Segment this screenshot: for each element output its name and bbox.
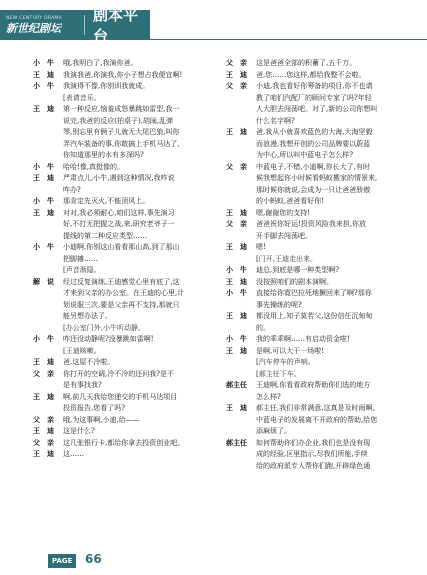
- speaker-name: 郝主任: [226, 381, 247, 389]
- speaker-name: 王 迪: [226, 208, 247, 217]
- speaker-name: [226, 150, 256, 162]
- line-text: 什么名字啊?: [256, 116, 295, 125]
- speaker-name: [226, 392, 256, 404]
- line-text: 你打开的空调,冷不冷的还问我?是不: [63, 369, 174, 378]
- speaker-name: [33, 288, 63, 300]
- stage-direction: [226, 254, 406, 266]
- line-text: [表请音乐。: [63, 93, 101, 102]
- dialogue-line: [33, 208, 213, 220]
- dialogue-continuation: [33, 403, 213, 415]
- dialogue-continuation: [226, 139, 406, 151]
- speaker-name: 小 牛: [226, 289, 247, 297]
- line-text: 的。: [256, 323, 270, 332]
- page-number: 66: [85, 552, 102, 566]
- dialogue-continuation: [226, 104, 406, 116]
- stage-direction: [226, 369, 406, 381]
- dialogue-line: [33, 104, 213, 116]
- speaker-name: [226, 449, 256, 461]
- line-text: 人大胆去闯荡吧。对了,新的公司你想叫: [256, 105, 378, 113]
- line-text: 经过反复演练,王迪感觉心里有底了,这: [63, 277, 180, 286]
- line-text: 这几张银行卡,都给你拿去投资创业吧。: [63, 438, 185, 447]
- line-text: 教了咱们汽配厂的顾问专家了吗?年轻: [256, 93, 372, 102]
- line-text: 直接给你霓巴拉死地撅回来了啊?那你: [256, 289, 372, 297]
- speaker-name: [33, 127, 63, 139]
- dialogue-line: [33, 173, 213, 185]
- dialogue-line: [33, 58, 213, 70]
- speaker-name: 王 迪: [226, 277, 247, 286]
- line-text: 好,不打无把握之战,来,研究老爷子一: [63, 220, 175, 228]
- speaker-name: 王 迪: [33, 208, 54, 217]
- dialogue-continuation: [226, 323, 406, 335]
- line-text: 对对,我必须耐心,咱们这样,事先演习: [63, 208, 175, 217]
- stage-direction: [33, 323, 213, 335]
- line-text: 我演我爸,你演我,你小子想占我便宜啊!: [63, 70, 183, 79]
- dialogue-line: [226, 58, 406, 70]
- speaker-name: 小 牛: [226, 266, 247, 274]
- line-text: 小迪啊,你别这山看看那山高,到了那山: [63, 243, 180, 251]
- speaker-name: 小 牛: [33, 335, 54, 343]
- speaker-name: [33, 265, 63, 277]
- speaker-name: [226, 426, 256, 438]
- line-text: [汽车停车的声响。: [256, 358, 315, 366]
- line-text: 爸,您……您这样,都给我整不会啦。: [256, 70, 366, 79]
- line-text: 中蓝电子,不错,小迪啊,你长大了,有时: [256, 162, 370, 171]
- speaker-name: 王 迪: [33, 105, 54, 113]
- speaker-name: [33, 254, 63, 266]
- speaker-name: 王 迪: [226, 70, 247, 79]
- dialogue-line: [226, 162, 406, 174]
- line-text: 没按照咱们的剧本演啊。: [256, 277, 333, 286]
- speaker-name: 父 亲: [226, 59, 247, 67]
- line-text: 这是什么?: [63, 427, 95, 435]
- line-text: 第一种反应,恼羞成怒暴跳如雷型,我一: [63, 105, 180, 113]
- speaker-name: 王 迪: [226, 346, 247, 355]
- logo-english: NEW CENTURY DRAMA: [6, 15, 63, 21]
- speaker-name: 王 迪: [33, 427, 54, 435]
- script-column-left: [33, 58, 213, 461]
- dialogue-continuation: [226, 300, 406, 312]
- speaker-name: 父 亲: [33, 369, 54, 378]
- speaker-name: 小 牛: [33, 197, 54, 205]
- line-text: 我演得不像,你别训我就成。: [63, 82, 150, 90]
- line-text: 说完,我爸的反应(拍桌子),胡闹,乱弹: [63, 116, 174, 125]
- line-text: 咋还没动静呢?没暴跳如雷啊!: [63, 335, 154, 343]
- speaker-name: 王 迪: [226, 404, 247, 412]
- line-text: 王迪啊,你看看政府帮助你们选的地方: [256, 381, 371, 389]
- line-text: 爸,我从小就喜欢蓝色的大海,大海坚毅: [256, 128, 373, 136]
- dialogue-continuation: [33, 254, 213, 266]
- script-column-right: [226, 58, 406, 472]
- speaker-name: [33, 185, 63, 197]
- speaker-name: 小 牛: [33, 82, 54, 90]
- dialogue-line: [33, 81, 213, 93]
- page-footer: [0, 548, 427, 575]
- speaker-name: [33, 403, 63, 415]
- section-title: 剧本平台: [92, 6, 138, 45]
- dialogue-line: [226, 403, 406, 415]
- line-text: 候我想起你小时候看蚂蚁搬家的情景来,: [256, 174, 378, 182]
- line-text: 都没用上,知子莫若父,这份信任沉甸甸: [256, 312, 373, 320]
- line-text: 事先操练的呢?: [256, 300, 302, 309]
- line-text: 成的经验,区里指示,尽我们所能,手续: [256, 450, 368, 458]
- line-text: 给的政府派专人帮你们跑,开辟绿色通: [256, 461, 371, 470]
- dialogue-line: [226, 127, 406, 139]
- dialogue-continuation: [226, 231, 406, 243]
- speaker-name: [226, 300, 256, 312]
- speaker-name: 王 迪: [226, 243, 247, 251]
- speaker-name: [33, 139, 63, 151]
- line-text: 这……: [63, 450, 84, 458]
- header-rule: [150, 39, 427, 40]
- line-text: [声音渐隐。: [63, 266, 101, 274]
- speaker-name: 父 亲: [226, 82, 247, 90]
- line-text: 那时候你就说,会成为一只让爸爸骄傲: [256, 185, 371, 194]
- dialogue-line: [33, 242, 213, 254]
- dialogue-continuation: [226, 150, 406, 162]
- line-text: 嗯,谢谢您的支持!: [256, 208, 311, 217]
- speaker-name: [33, 300, 63, 312]
- dialogue-line: [226, 219, 406, 231]
- dialogue-continuation: [226, 392, 406, 404]
- line-text: 郝主任,我们非常满意,这真是及时雨啊。: [256, 404, 380, 412]
- dialogue-line: [33, 196, 213, 208]
- speaker-name: [226, 139, 256, 151]
- dialogue-continuation: [226, 173, 406, 185]
- line-text: 是啊,可以大干一场啦!: [256, 346, 325, 355]
- line-text: 如何帮助你们办企业,我们也是没有现: [256, 438, 371, 447]
- dialogue-continuation: [226, 449, 406, 461]
- dialogue-line: [226, 265, 406, 277]
- speaker-name: [226, 196, 256, 208]
- dialogue-line: [226, 277, 406, 289]
- line-text: 添麻烦了。: [256, 427, 291, 435]
- line-text: 我的乖乖啊……有启动资金啦!: [256, 335, 350, 343]
- speaker-name: 王 迪: [33, 392, 54, 401]
- speaker-name: 郝主任: [226, 438, 247, 447]
- dialogue-continuation: [33, 127, 213, 139]
- line-text: 投资报告,您看了吗?: [63, 404, 125, 412]
- dialogue-line: [33, 334, 213, 346]
- logo-chinese: 新世纪剧坛: [6, 21, 61, 35]
- line-text: 啊,前几天我给您递交的手机马达项目: [63, 392, 178, 401]
- dialogue-line: [226, 288, 406, 300]
- dialogue-line: [226, 438, 406, 450]
- dialogue-line: [33, 449, 213, 461]
- speaker-name: 父 亲: [33, 438, 54, 447]
- speaker-name: [33, 311, 63, 323]
- dialogue-continuation: [226, 196, 406, 208]
- line-text: 弄汽车装备的事,你敢搞上手机马达了,: [63, 139, 180, 148]
- line-text: 嗯!: [256, 243, 266, 251]
- speaker-name: [226, 323, 256, 335]
- dialogue-line: [33, 70, 213, 82]
- speaker-name: [33, 346, 63, 358]
- dialogue-continuation: [33, 380, 213, 392]
- speaker-name: 父 亲: [226, 220, 247, 228]
- magazine-logo: [0, 10, 84, 40]
- line-text: [办公室门外,小牛听动静。: [63, 323, 145, 332]
- speaker-name: 王 迪: [33, 174, 54, 182]
- speaker-name: 父 亲: [33, 415, 54, 424]
- speaker-name: 小 牛: [226, 335, 247, 343]
- speaker-name: [33, 93, 63, 105]
- line-text: 能另想办法了。: [63, 312, 112, 320]
- speaker-name: [226, 254, 256, 266]
- dialogue-line: [226, 311, 406, 323]
- speaker-name: [33, 219, 63, 231]
- speaker-name: [226, 369, 256, 381]
- line-text: 中蓝电子的发展离不开政府的帮助,给您: [256, 415, 378, 424]
- line-text: 咋办?: [63, 185, 81, 194]
- dialogue-line: [226, 70, 406, 82]
- dialogue-line: [33, 438, 213, 450]
- dialogue-continuation: [33, 219, 213, 231]
- line-text: [郝主任下车。: [256, 369, 301, 378]
- line-text: 那肯定先灭火,不能顶风上。: [63, 197, 150, 205]
- line-text: 你知道那里的水有多深吗?: [63, 151, 144, 159]
- dialogue-continuation: [226, 93, 406, 105]
- speaker-name: 解 说: [33, 277, 54, 286]
- line-text: 提线的第二种反应类型……: [63, 231, 147, 240]
- dialogue-continuation: [226, 426, 406, 438]
- speaker-name: [226, 173, 256, 185]
- speaker-name: [33, 323, 63, 335]
- line-text: 划说服三次,要是父亲再不支持,那就只: [63, 300, 180, 309]
- line-text: 严肃点儿,小牛,遇到这种情况,我咋说: [63, 174, 175, 182]
- speaker-name: [226, 231, 256, 243]
- dialogue-line: [33, 357, 213, 369]
- line-text: 哦,为这事啊,小迪,给——: [63, 415, 140, 424]
- speaker-name: [226, 116, 256, 128]
- dialogue-continuation: [226, 185, 406, 197]
- stage-direction: [33, 93, 213, 105]
- speaker-name: [226, 104, 256, 116]
- speaker-name: [226, 357, 256, 369]
- line-text: 爸,这屋不冷啦。: [63, 358, 115, 366]
- speaker-name: 王 迪: [33, 358, 54, 366]
- line-text: 开手脚去闯荡吧。: [256, 231, 312, 240]
- dialogue-continuation: [33, 116, 213, 128]
- speaker-name: 小 牛: [33, 59, 54, 67]
- dialogue-line: [33, 392, 213, 404]
- line-text: 为中心,所以叫中蓝电子怎么样?: [256, 151, 353, 159]
- dialogue-line: [226, 346, 406, 358]
- line-text: 而浪漫,我想开创的公司品牌要以蔚蓝: [256, 139, 371, 148]
- line-text: [门开,王迪走出来。: [256, 254, 317, 263]
- dialogue-line: [226, 81, 406, 93]
- speaker-name: 小 牛: [33, 243, 54, 251]
- dialogue-line: [226, 242, 406, 254]
- dialogue-continuation: [33, 185, 213, 197]
- speaker-name: [226, 93, 256, 105]
- page-header: [0, 0, 427, 44]
- line-text: 哦,我明白了,我演你爸。: [63, 59, 138, 67]
- line-text: 哈哈!像,真挺像的。: [63, 162, 125, 171]
- speaker-name: [226, 461, 256, 473]
- dialogue-continuation: [33, 311, 213, 323]
- line-text: 这是爸爸全部的积蓄了,五千万。: [256, 59, 357, 67]
- dialogue-continuation: [226, 116, 406, 128]
- speaker-name: 王 迪: [226, 312, 247, 320]
- line-text: 爸爸祝你好运!投资风险我来担,你放: [256, 220, 367, 228]
- line-text: 是有事找我?: [63, 381, 102, 389]
- speaker-name: 父 亲: [226, 162, 247, 171]
- dialogue-continuation: [33, 300, 213, 312]
- line-text: 怎么样?: [256, 392, 281, 401]
- speaker-name: [33, 116, 63, 128]
- line-text: 琴,别忘里有俩子儿就无大尾巴狼,叫你: [63, 128, 180, 136]
- line-text: 迪总,到底是哪一种类型啊?: [256, 266, 339, 274]
- speaker-name: 王 迪: [33, 450, 54, 458]
- line-text: 才来到父亲的办公室。在王迪的心里,计: [63, 289, 185, 297]
- dialogue-line: [33, 277, 213, 289]
- dialogue-line: [226, 208, 406, 220]
- stage-direction: [33, 346, 213, 358]
- speaker-name: [33, 380, 63, 392]
- line-text: 的小蚂蚁,爸爸看好你!: [256, 197, 325, 205]
- dialogue-line: [226, 380, 406, 392]
- speaker-name: 小 牛: [33, 162, 54, 171]
- line-text: 把脚摊……: [63, 254, 98, 263]
- dialogue-continuation: [33, 139, 213, 151]
- speaker-name: [33, 231, 63, 243]
- speaker-name: [226, 185, 256, 197]
- dialogue-line: [33, 369, 213, 381]
- dialogue-continuation: [33, 231, 213, 243]
- speaker-name: 王 迪: [226, 128, 247, 136]
- header-band: [0, 6, 150, 45]
- dialogue-continuation: [33, 150, 213, 162]
- speaker-name: [226, 415, 256, 427]
- stage-direction: [33, 265, 213, 277]
- dialogue-continuation: [226, 415, 406, 427]
- stage-direction: [226, 357, 406, 369]
- line-text: 小迪,我也看好你筹备的项目,你不也请: [256, 82, 373, 90]
- speaker-name: 王 迪: [33, 70, 54, 79]
- dialogue-line: [33, 415, 213, 427]
- line-text: [王迪咳嗽。: [63, 346, 101, 355]
- dialogue-continuation: [33, 288, 213, 300]
- dialogue-line: [226, 334, 406, 346]
- speaker-name: [33, 150, 63, 162]
- dialogue-continuation: [226, 461, 406, 473]
- dialogue-line: [33, 162, 213, 174]
- dialogue-line: [33, 426, 213, 438]
- page-label: PAGE: [48, 554, 76, 568]
